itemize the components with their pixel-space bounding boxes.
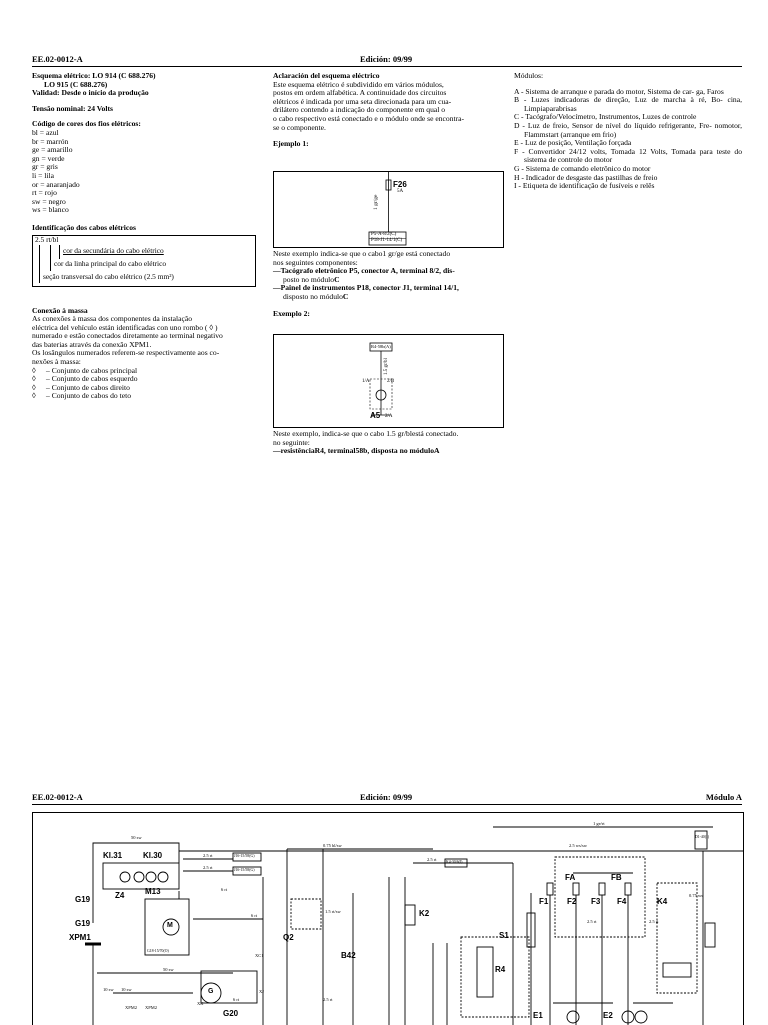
- label-g19-top: G19: [75, 895, 91, 904]
- page2-header-rule: [32, 804, 742, 805]
- reference-box: D1-40(1): [695, 835, 710, 839]
- page1-edition: Edición: 09/99: [360, 54, 413, 64]
- schema-line-1: Esquema elétrico: LO 914 (C 688.276): [32, 71, 156, 80]
- wire-label: 50 sw: [131, 835, 142, 840]
- label-kl30: Kl.30: [143, 851, 163, 860]
- module-item: H - Indicador de desgaste das pastilhas de freio: [514, 172, 658, 182]
- ground-text: nexões à massa:: [32, 357, 81, 367]
- wire-label: 2.5 rt: [203, 865, 213, 870]
- ident-value: 2.5 rt/bl: [35, 234, 59, 244]
- label-m13: M13: [145, 887, 161, 896]
- ident-section-bracket: [39, 245, 40, 283]
- ident-section: seção transversal do cabo elétrico (2.5 mm²): [43, 271, 174, 281]
- connector-label: XPM2: [125, 1005, 138, 1010]
- ex1-ref2: P18-J1-14/1(C): [371, 238, 403, 243]
- ground-text: numerado e estão conectados diretamente ao terminal negativo: [32, 331, 223, 341]
- label-motor: M: [167, 922, 173, 929]
- ident-secondary: cor da secundária do cabo elétrico: [63, 245, 164, 255]
- ground-item: ◊ – Conjunto de cabos do teto: [32, 391, 131, 401]
- label-s1: S1: [499, 931, 509, 940]
- label-f3: F3: [591, 897, 601, 906]
- diamond-icon: ◊: [32, 391, 36, 401]
- reference-box: J16-15/58(G): [234, 868, 255, 872]
- connector-label: XC1: [255, 953, 264, 958]
- label-r4: R4: [495, 965, 506, 974]
- module-item: A - Sistema de arranque e parada do motor, Sistema de car- ga, Faros: [514, 86, 724, 96]
- cable-ident-diagram: [32, 235, 264, 287]
- explanation-text: postos em ordem alfabética. A continuidade dos circuitos: [273, 88, 447, 98]
- ground-text: As conexões à massa dos componentes da instalação: [32, 314, 193, 324]
- ground-text: Os losângulos numerados referem-se respectivamente aos co-: [32, 348, 220, 358]
- wire-label: 2.5 rt: [323, 997, 333, 1002]
- connector-label: XJ: [259, 989, 265, 994]
- ex2-t3: 2/A: [385, 414, 393, 419]
- color-item: ge = amarillo: [32, 145, 73, 155]
- ident-main: cor da linha principal do cabo elétrico: [54, 258, 167, 268]
- modules-title: Módulos:: [514, 71, 544, 80]
- page1-column-1: [32, 72, 264, 401]
- page2-module: Módulo A: [705, 792, 742, 802]
- ground-list: [32, 367, 264, 401]
- color-item: sw = negro: [32, 196, 66, 206]
- wire-label: 50 sw: [163, 967, 174, 972]
- ground-title: Conexão à massa: [32, 305, 88, 315]
- ex1-item: —Tacógrafo eletrônico P5, conector A, terminal 8/2, dis-: [273, 266, 455, 276]
- ex2-text: Neste exemplo, indica-se que o cabo 1.5 gr/blestá conectado.: [273, 429, 459, 438]
- explanation-title: Aclaración del esquema eléctrico: [273, 71, 380, 80]
- label-q2: Q2: [283, 933, 294, 942]
- ground-text: das baterias através da conexão XPM1.: [32, 339, 152, 349]
- ex1-text: nos seguintes componentes:: [273, 257, 358, 267]
- label-xpm1: XPM1: [69, 933, 91, 942]
- wire-label: 6 rt: [221, 887, 228, 892]
- page1-header-rule: [32, 66, 742, 67]
- page1-doc-code: EE.02-0012-A: [32, 54, 83, 64]
- validity: Validad: Desde o início da produção: [32, 88, 149, 98]
- wire-label: 2.5 rt: [649, 919, 659, 924]
- color-item: bl = azul: [32, 127, 59, 137]
- module-item: C - Tacógrafo/Velocímetro, Instrumentos, Luzes de controle: [514, 112, 697, 122]
- reference-box: G18-15/70(O): [147, 949, 169, 953]
- explanation-text: Este esquema elétrico é subdividido em vários módulos,: [273, 79, 444, 89]
- color-item: li = lila: [32, 170, 54, 180]
- wire-label: 2.5 rt: [203, 853, 213, 858]
- nominal-voltage: Tensão nominal: 24 Volts: [32, 103, 113, 113]
- example2-description: [273, 430, 505, 456]
- schema-line-2: LO 915 (C 688.276): [44, 79, 108, 89]
- ex2-text: no seguinte:: [273, 437, 310, 447]
- ground-item: ◊ – Conjunto de cabos principal: [32, 365, 138, 375]
- module-item: F - Convertidor 24/12 volts, Tomada 12 Volts, Tomada para teste do sistema de controle do motor: [514, 146, 742, 165]
- reference-box: J16-15/58(G): [234, 854, 255, 858]
- wire-label: 10 sw: [121, 987, 132, 992]
- example1-title: Ejemplo 1:: [273, 139, 309, 149]
- label-g19-bottom: G19: [75, 919, 91, 928]
- example2-title: Exemplo 2:: [273, 308, 310, 318]
- explanation-text: o cabo respectivo está conectado e o módulo onde se encontra-: [273, 113, 465, 123]
- ex1-item: posto no móduloC: [283, 274, 340, 284]
- label-g20: G20: [223, 1009, 239, 1018]
- ex1-amp: 5A: [397, 189, 404, 194]
- label-f4: F4: [617, 897, 627, 906]
- label-k4: K4: [657, 897, 668, 906]
- example1-figure: [273, 171, 504, 248]
- wire-label: 6 rt: [233, 997, 240, 1002]
- ex1-item: —Painel de instrumentos P18, conector J1, terminal 14/1,: [273, 283, 459, 293]
- wiring-diagram-module-a: [32, 812, 744, 1025]
- ident-main-bracket: [50, 245, 51, 271]
- ex1-fuse-label: F26: [393, 180, 407, 189]
- reference-box: K4-30/6(I): [446, 860, 463, 864]
- color-item: ws = blanco: [32, 205, 69, 215]
- module-item: I - Etiqueta de identificação de fusíveis e relês: [514, 181, 655, 191]
- wire-label: 2.5 rt: [427, 857, 437, 862]
- wire-label: 2.5 rt: [587, 919, 597, 924]
- color-code-list: [32, 129, 264, 215]
- color-code-title: Código de cores dos fios elétricos:: [32, 119, 141, 129]
- color-item: or = anaranjado: [32, 179, 80, 189]
- label-fa: FA: [565, 873, 576, 882]
- label-f1: F1: [539, 897, 549, 906]
- ex2-t1: 1/A: [362, 379, 370, 384]
- ex2-t2: 2/B: [387, 379, 395, 384]
- connector-label: XK: [197, 1001, 204, 1006]
- connector-label: XPM2: [145, 1005, 158, 1010]
- page1-column-2: [273, 72, 505, 149]
- color-item: gr = gris: [32, 162, 58, 172]
- label-e1: E1: [533, 1011, 543, 1020]
- wire-label: 1 ge/rt: [593, 821, 605, 826]
- page2-edition: Edición: 09/99: [360, 792, 413, 802]
- module-item: G - Sistema de comando eletrônico do motor: [514, 163, 651, 173]
- diamond-icon: ◊: [32, 365, 36, 375]
- color-item: br = marrón: [32, 136, 69, 146]
- label-z4: Z4: [115, 891, 125, 900]
- diamond-icon: ◊: [32, 374, 36, 384]
- ex2-wire: 1.5 gr/bl: [384, 358, 389, 375]
- ex1-ref1: P5-A-8/2(C): [371, 232, 397, 237]
- module-item: B - Luzes indicadoras de direção, Luz de marcha à ré, Bo- cina, Limpiaparabrisas: [514, 95, 742, 113]
- ex2-item: —resistênciaR4, terminal58b, disposta no móduloA: [273, 446, 440, 456]
- label-fb: FB: [611, 873, 622, 882]
- ground-text: eléctrica del vehículo están identificadas con uno rombo ( ◊ ): [32, 322, 218, 332]
- ex1-text: Neste exemplo indica-se que o cabo1 gr/ge está conectado: [273, 249, 451, 258]
- explanation-text: drilátero contendo a indicação do componente em qual o: [273, 105, 446, 115]
- ex1-item: disposto no móduloC: [283, 291, 349, 301]
- ex1-wire: 1 gr/ge: [373, 194, 379, 210]
- example2-figure: [273, 334, 504, 428]
- wire-label: 0.75 bl/sw: [323, 843, 342, 848]
- explanation-text: elétricos é indicada por uma seta direcionada para um cua-: [273, 96, 452, 106]
- wire-label: 0.75 ws: [689, 893, 704, 898]
- module-item: E - Luz de posição, Ventilação forçada: [514, 138, 632, 148]
- wire-label: 10 sw: [103, 987, 114, 992]
- wire-label: 2.5 ws/sw: [569, 843, 588, 848]
- label-kl31: Kl.31: [103, 851, 123, 860]
- ex2-ref: R4-58b(A): [371, 344, 391, 349]
- example1-description: [273, 250, 505, 318]
- page2-doc-code: EE.02-0012-A: [32, 792, 83, 802]
- label-b42: B42: [341, 951, 356, 960]
- ground-item: ◊ – Conjunto de cabos direito: [32, 382, 130, 392]
- label-e2: E2: [603, 1011, 613, 1020]
- wire-label: 6 rt: [251, 913, 258, 918]
- explanation-text: se o componente.: [273, 122, 326, 132]
- ex2-component: A5: [370, 411, 381, 420]
- ground-item: ◊ – Conjunto de cabos esquerdo: [32, 374, 138, 384]
- ident-secondary-bracket: [59, 245, 60, 259]
- wiring-schematic: [33, 813, 743, 1025]
- diamond-icon: ◊: [32, 382, 36, 392]
- wire-label: 1.5 rt/sw: [325, 909, 341, 914]
- module-item: D - Luz de freio, Sensor de nível do líquido refrigerante, Fre- nomotor, Flammstart (arranque em frio): [514, 120, 742, 139]
- cable-ident-title: Identificação dos cabos elétricos: [32, 222, 136, 232]
- label-k2: K2: [419, 909, 430, 918]
- label-generator: G: [208, 988, 214, 995]
- color-item: gn = verde: [32, 153, 65, 163]
- label-f2: F2: [567, 897, 577, 906]
- color-item: rt = rojo: [32, 188, 57, 198]
- page1-column-3: [514, 72, 742, 191]
